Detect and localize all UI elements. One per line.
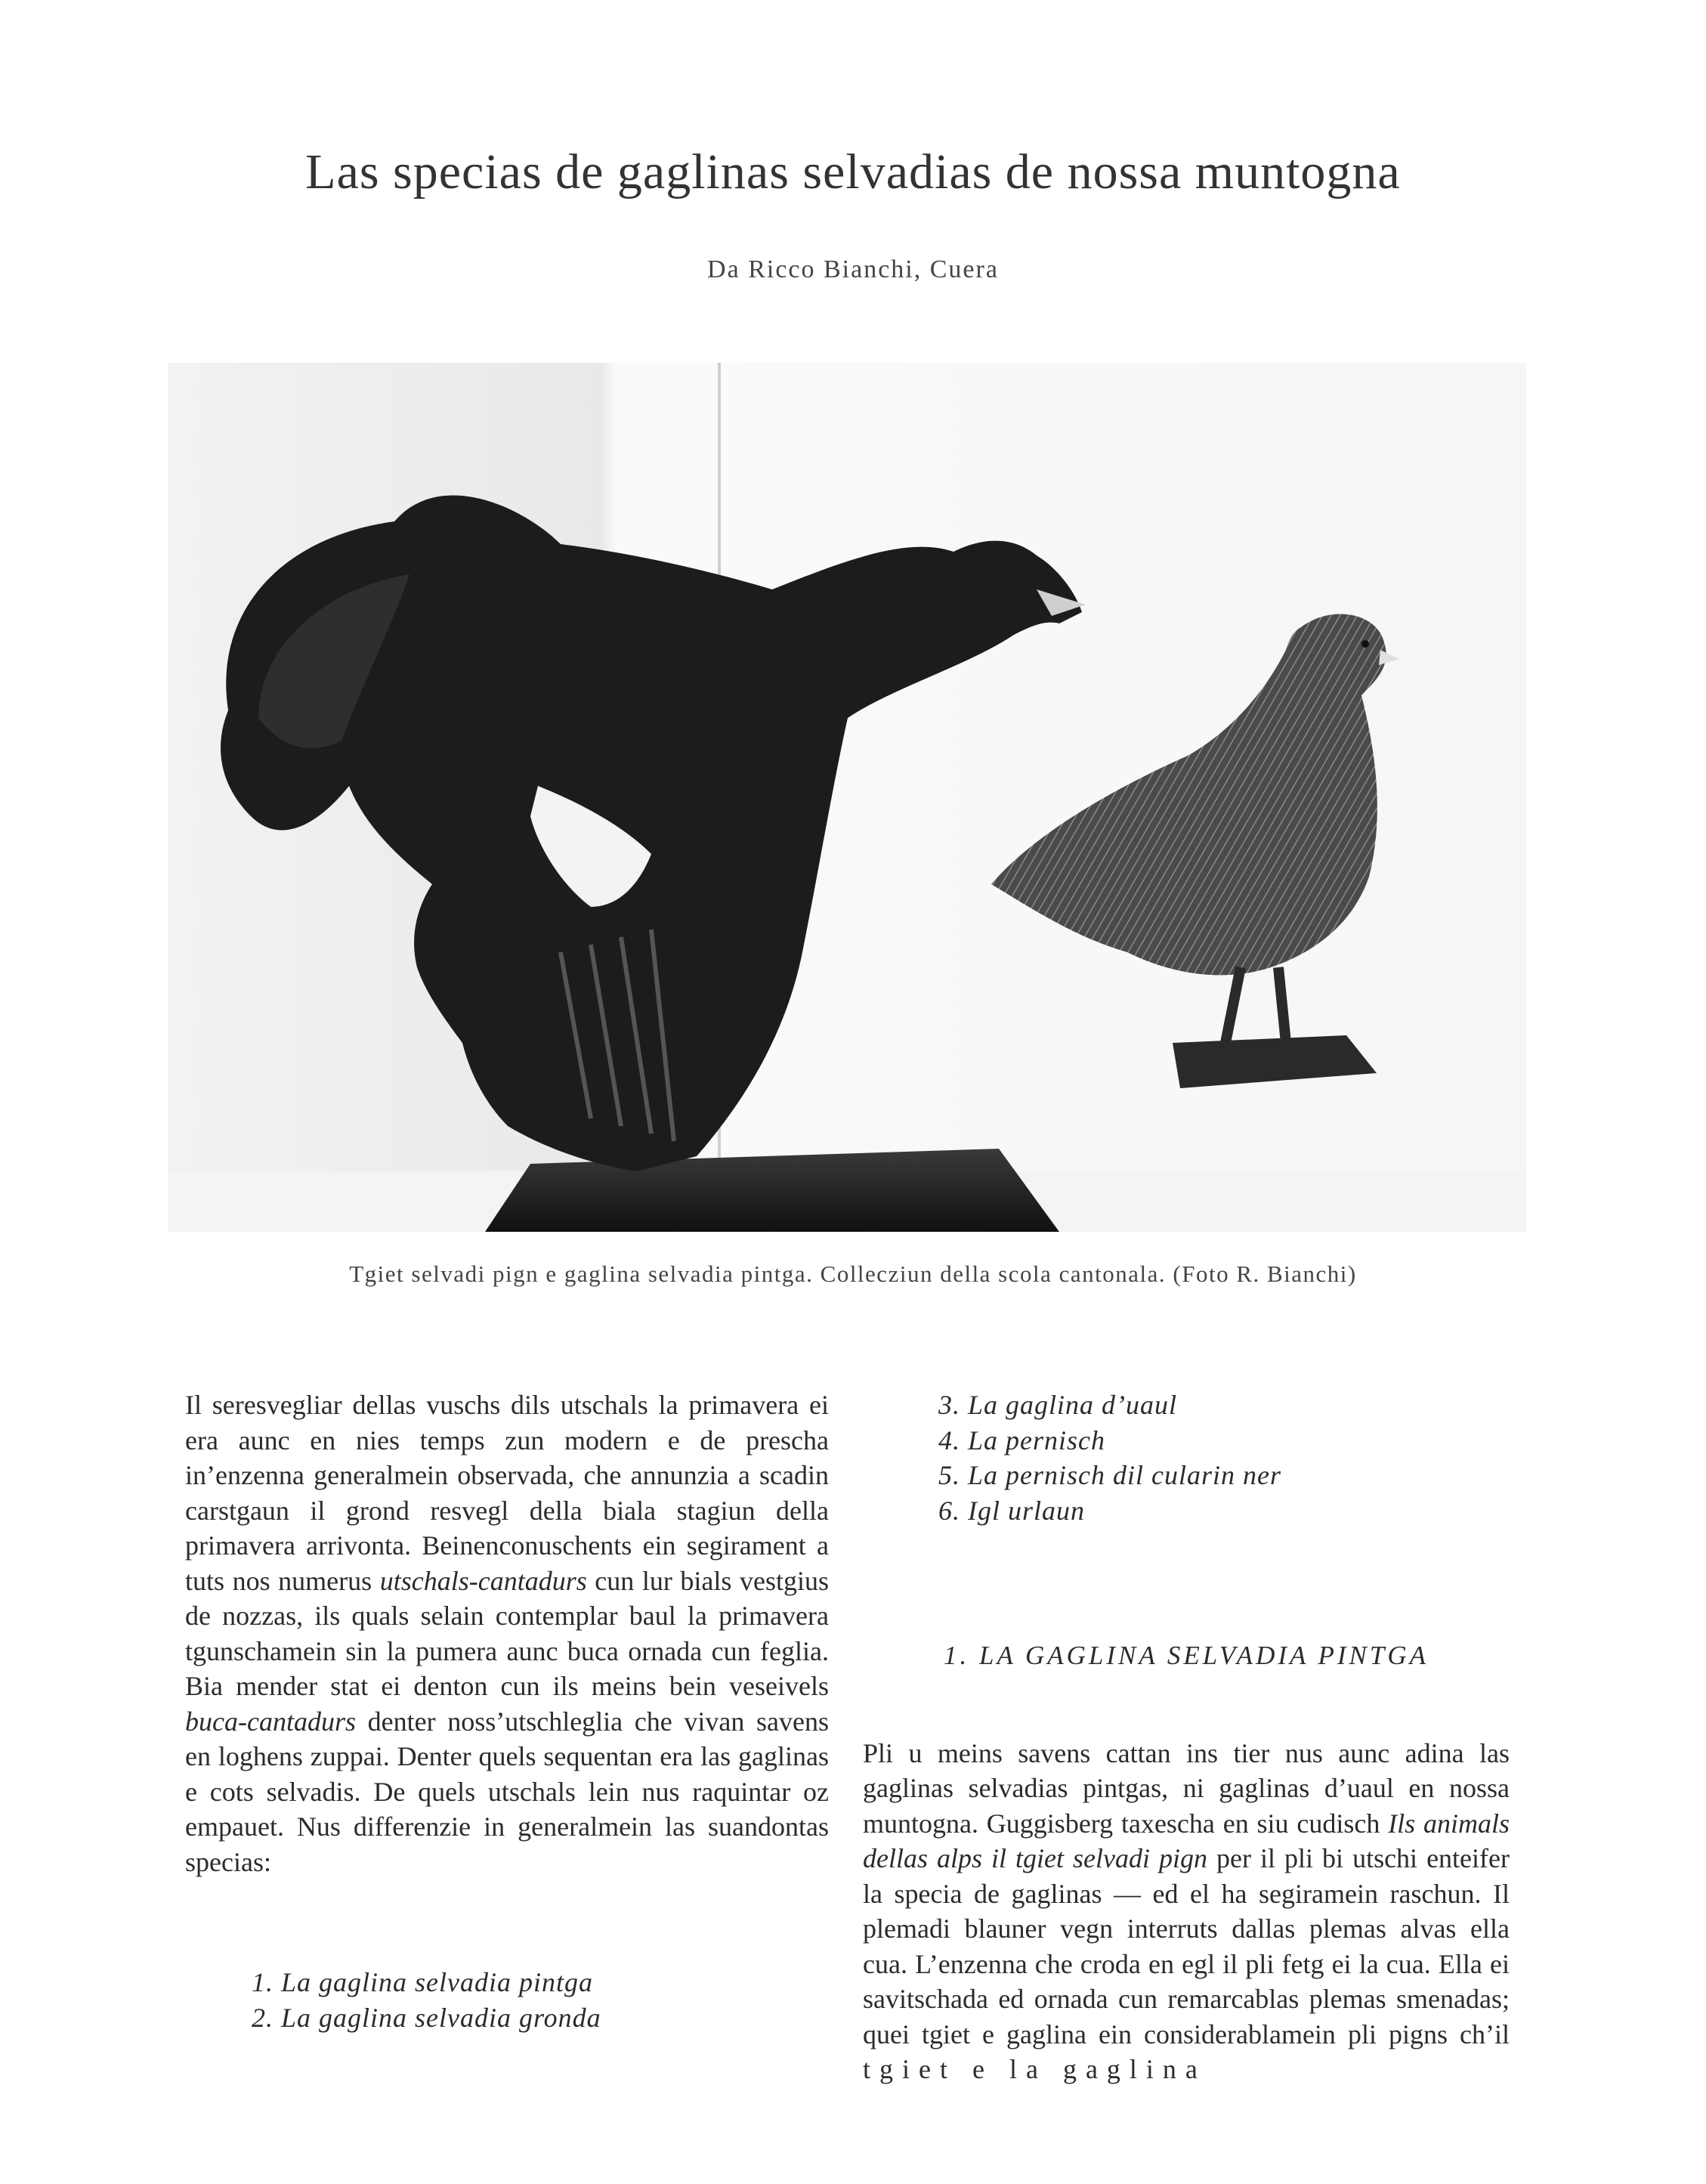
species-list-item: 2. La gaglina selvadia gronda [252, 2002, 601, 2033]
bird-photograph [168, 363, 1526, 1232]
species-list-item: 3. La gaglina d’uaul [938, 1390, 1178, 1420]
section-heading: 1. LA GAGLINA SELVADIA PINTGA [944, 1641, 1429, 1670]
author-byline: Da Ricco Bianchi, Cuera [707, 255, 999, 283]
species-list-item: 1. La gaglina selvadia pintga [252, 1967, 593, 1997]
species-list-item: 5. La pernisch dil cularin ner [938, 1460, 1281, 1490]
section-text-part-2: per il pli bi utschi enteifer la specia de gaglinas — ed el ha segiramein raschun. Il plemadi blauner vegn interruts dallas plemas alvas ella cua. L’enzenna che croda en egl il pli fetg ei la cua. Ella ei savitschada ed ornada cun remarcablas plemas smenadas; quei tgiet e gaglina ein considerablamein pli pigns ch’il [863, 1843, 1510, 2049]
section-text-part-1: Pli u meins savens cattan ins tier nus aunc adina las gaglinas selvadias pintgas, ni gaglinas d’uaul en nossa muntogna. Guggisberg taxescha en siu cudisch [863, 1737, 1510, 1839]
intro-text-part-1: Il seresvegliar dellas vuschs dils utschals la primavera ei era aunc en nies temps zun modern e de prescha in’enzenna generalmein observada, che annunzia a scadin carstgaun il grond resvegl della biala stagiun della primavera arrivonta. Beinenconuschents ein segirament a tuts nos numerus [185, 1390, 829, 1596]
species-list-part-1 [252, 1965, 829, 2035]
figure-caption: Tgiet selvadi pign e gaglina selvadia pintga. Collecziun della scola cantonala. (Foto R. Bianchi) [349, 1261, 1357, 1287]
species-list-item: 6. Igl urlaun [938, 1495, 1086, 1526]
right-column [863, 1387, 1510, 2087]
intro-paragraph [185, 1387, 829, 1879]
book-title: Ils animals dellas alps il tgiet selvadi pign [863, 1808, 1510, 1873]
intro-italic-term-1: utschals-cantadurs [379, 1565, 587, 1596]
intro-text-part-3: denter noss’utschleglia che vivan savens en loghens zuppai. Denter quels sequentan era las gaglinas e cots selvadis. De quels utschals lein nus raquintar oz empauet. Nus differenzie in generalmein las suandontas specias: [185, 1706, 829, 1877]
intro-text-part-2: cun lur bials vestgius de nozzas, ils quals selain contemplar baul la primavera tgunschamein sin la pumera aunc buca ornada cun feglia. Bia mender stat ei denton cun ils meins bein veseivels [185, 1565, 829, 1701]
intro-italic-term-2: buca-cantadurs [185, 1706, 356, 1737]
species-list-item: 4. La pernisch [938, 1425, 1105, 1455]
article-title: Las specias de gaglinas selvadias de nossa muntogna [305, 144, 1401, 200]
species-list-part-2 [938, 1387, 1510, 1528]
section-paragraph [863, 1736, 1510, 2087]
spaced-emphasis: tgiet e la gaglina [863, 2054, 1207, 2084]
left-column [185, 1387, 829, 2035]
